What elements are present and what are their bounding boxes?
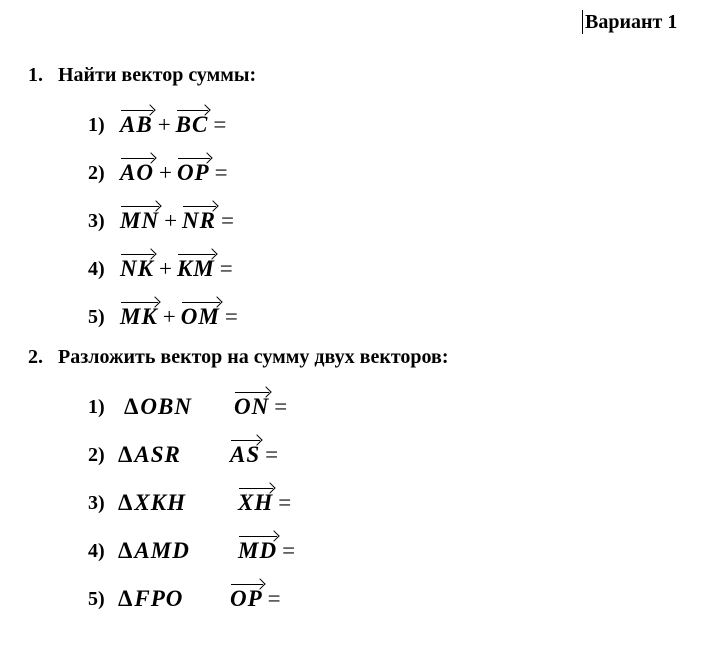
vector: OP xyxy=(177,153,210,185)
triangle xyxy=(124,395,192,419)
item-number: 3) xyxy=(88,492,105,514)
plus-sign: + xyxy=(164,208,178,233)
triangle-name: OBN xyxy=(140,394,192,419)
equals-sign: = xyxy=(274,394,288,419)
vector: OP xyxy=(230,579,263,611)
task2-number: 2. xyxy=(28,346,43,368)
equals-sign: = xyxy=(214,160,228,185)
vector: XH xyxy=(238,483,273,515)
task2-title xyxy=(28,346,449,369)
item-number: 3) xyxy=(88,210,105,232)
item-number: 2) xyxy=(88,162,105,184)
task1-text: Найти вектор суммы: xyxy=(58,64,257,86)
item-number: 4) xyxy=(88,540,105,562)
equals-sign: = xyxy=(267,586,281,611)
vector: AB xyxy=(120,105,153,137)
item-number: 5) xyxy=(88,306,105,328)
delta-symbol: Δ xyxy=(118,442,134,467)
vector: MK xyxy=(120,297,158,329)
delta-symbol: Δ xyxy=(118,586,134,611)
vector: OM xyxy=(181,297,220,329)
item-number: 2) xyxy=(88,444,105,466)
triangle xyxy=(118,443,181,467)
delta-symbol: Δ xyxy=(118,490,134,515)
triangle-name: ASR xyxy=(134,442,181,467)
triangle-name: AMD xyxy=(134,538,190,563)
delta-symbol: Δ xyxy=(118,538,134,563)
vector: MD xyxy=(238,531,277,563)
variant-label: Вариант 1 xyxy=(582,10,677,34)
task1-title xyxy=(28,64,256,87)
vector: NK xyxy=(120,249,154,281)
equals-sign: = xyxy=(224,304,238,329)
triangle xyxy=(118,587,183,611)
item-number: 1) xyxy=(88,114,105,136)
task1-number: 1. xyxy=(28,64,43,86)
equals-sign: = xyxy=(282,538,296,563)
triangle xyxy=(118,491,186,515)
plus-sign: + xyxy=(157,112,171,137)
equals-sign: = xyxy=(278,490,292,515)
plus-sign: + xyxy=(158,160,172,185)
vector: NR xyxy=(182,201,216,233)
item-number: 5) xyxy=(88,588,105,610)
triangle-name: FPO xyxy=(134,586,184,611)
plus-sign: + xyxy=(162,304,176,329)
delta-symbol: Δ xyxy=(124,394,140,419)
equals-sign: = xyxy=(213,112,227,137)
vector: MN xyxy=(120,201,159,233)
plus-sign: + xyxy=(158,256,172,281)
item-number: 4) xyxy=(88,258,105,280)
vector: BC xyxy=(176,105,209,137)
equals-sign: = xyxy=(265,442,279,467)
vector: KM xyxy=(177,249,215,281)
vector: AO xyxy=(120,153,154,185)
task2-text: Разложить вектор на сумму двух векторов: xyxy=(58,346,449,368)
item-number: 1) xyxy=(88,396,105,418)
vector: AS xyxy=(230,435,260,467)
vector: ON xyxy=(234,387,269,419)
equals-sign: = xyxy=(219,256,233,281)
equals-sign: = xyxy=(221,208,234,233)
triangle-name: XKH xyxy=(134,490,186,515)
triangle xyxy=(118,539,190,563)
